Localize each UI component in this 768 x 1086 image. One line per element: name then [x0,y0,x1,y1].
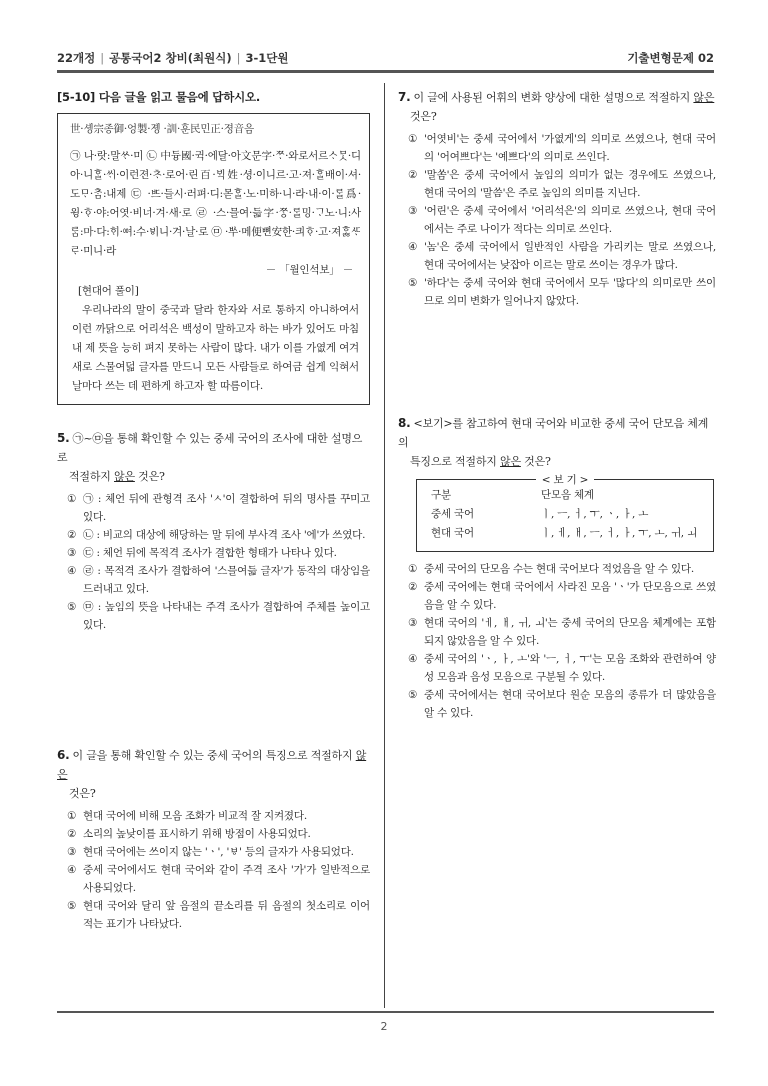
question-stem: 7. 이 글에 사용된 어휘의 변화 양상에 대한 설명으로 적절하지 않은 것은? [398,90,715,123]
question-7 [398,88,716,310]
translation-body: 우리나라의 말이 중국과 달라 한자와 서로 통하지 아니하여서 이런 까닭으로 어리석은 백성이 말하고자 하는 바가 있어도 마침내 제 뜻을 능히 펴지 못하는 사람이 많다. 내가 이를 가엾게 여겨 새로 스물여덟 글자를 만드니 모든 사람들로 하여금 쉽게 익혀서 날마다 쓰는 데 편하게 하고자 할 따름이다. [72,304,359,392]
option-5[interactable]: ⑤ 중세 국어에서는 현대 국어보다 원순 모음의 종류가 더 많았음을 알 수 있다. [408,689,716,719]
bogi-row-middle-korean: 중세 국어 ㅣ, ㅡ, ㅓ, ㅜ, ㆍ, ㅏ, ㅗ [431,508,649,520]
option-1[interactable]: ① 현대 국어에 비해 모음 조화가 비교적 잘 지켜졌다. [67,810,307,822]
header-course-info: 22개정 | 공통국어2 창비(최원식) | 3-1단원 [57,51,289,65]
question-5 [57,429,370,634]
passage-instruction: [5-10] 다음 글을 읽고 물음에 답하시오. [57,90,261,104]
option-5[interactable]: ⑤ 현대 국어와 달리 앞 음절의 끝소리를 뒤 음절의 첫소리로 이어 적는 표기가 나타났다. [67,900,370,930]
option-3[interactable]: ③ '어린'은 중세 국어에서 '어리석은'의 의미로 쓰였으나, 현대 국어에서는 주로 나이가 적다는 의미로 쓰인다. [408,205,716,235]
passage-body: ㉠ 나·랏:말ᄊᆞ·미 ㉡ 中듕國·귁·에달·아文문字·ᄍᆞ·와로서르ᄉᆞᄆᆞᆺ·디아·니ᄒᆞᆯ·ᄊᆡ·이런젼·ᄎᆞ·로어·린百·ᄇᆡᆨ姓·셩·이니르·고·져·ᄒᆞᆯ배이·셔·도ᄆᆞ·ᄎᆞᆷ:내제 ㉢ ·ᄠᅳ·들시·러펴·디:몯ᄒᆞᆯ·노·미하·니·라·내·이·ᄅᆞᆯ爲·윙·ᄒᆞ·야:어엿·비너·겨·새·로 ㉣ ·스·믈여·듧字·ᄍᆞᆼ·ᄅᆞᆯ밍·ᄀᆞ노·니:사ᄅᆞᆷ:마·다:ᄒᆡ·ᅇᅧ:수·ᄫᅵ니·겨·날·로 ㉤ ·ᄡᅮ·메便뼌安한·킈ᄒᆞ·고·져ᄒᆞᇙᄯᆞᄅᆞ·미니·라 [70,150,361,257]
question-number: 5. [57,431,70,445]
passage-source: － 「월인석보」 － [265,264,353,276]
right-column [398,88,716,722]
question-number: 8. [398,416,411,430]
question-number: 6. [57,748,70,762]
translation-title: [현대어 풀이] [78,285,139,297]
option-list [57,807,370,933]
option-3[interactable]: ③ 현대 국어의 'ㅔ, ㅐ, ㅟ, ㅚ'는 중세 국어의 단모음 체계에는 포함되지 않았음을 알 수 있다. [408,617,716,647]
header-unit: 3-1단원 [245,51,289,65]
header-curriculum: 22개정 [57,51,96,65]
passage-box [57,113,370,405]
passage-title: 世·솅宗종御·엉製·졩 ·訓·훈民민正·졍音음 [70,123,254,135]
header-divider [57,70,714,73]
question-number: 7. [398,90,411,104]
header-textbook: 공통국어2 창비(최원식) [109,51,232,65]
footer-divider [57,1011,714,1013]
option-2[interactable]: ② 중세 국어에는 현대 국어에서 사라진 모음 'ㆍ'가 단모음으로 쓰였음을 알 수 있다. [408,581,716,611]
bogi-title: < 보 기 > [417,471,713,490]
option-2[interactable]: ② ㉡ : 비교의 대상에 해당하는 말 뒤에 부사격 조사 '에'가 쓰였다. [67,529,366,541]
bogi-header-row: 구분 단모음 체계 [431,489,594,501]
option-3[interactable]: ③ ㉢ : 체언 뒤에 목적격 조사가 결합한 형태가 나타나 있다. [67,547,337,559]
question-8 [398,414,716,722]
option-2[interactable]: ② '말쏨'은 중세 국어에서 높임의 의미가 없는 경우에도 쓰였으나, 현대 국어의 '말씀'은 주로 높임의 의미를 지닌다. [408,169,716,199]
option-list [57,490,370,634]
question-stem: 5. ㉠~㉤을 통해 확인할 수 있는 중세 국어의 조사에 대한 설명으로 적절하지 않은 것은? [57,431,363,483]
header-exam-title: 기출변형문제 02 [627,51,714,65]
option-list [398,560,716,722]
option-2[interactable]: ② 소리의 높낮이를 표시하기 위해 방점이 사용되었다. [67,828,311,840]
bogi-box [416,474,714,552]
column-divider [384,83,385,1008]
bogi-row-modern-korean: 현대 국어 ㅣ, ㅔ, ㅐ, ㅡ, ㅓ, ㅏ, ㅜ, ㅗ, ㅟ, ㅚ [431,527,697,539]
option-5[interactable]: ⑤ ㉤ : 높임의 뜻을 나타내는 주격 조사가 결합하여 주체를 높이고 있다. [67,601,370,631]
question-6 [57,746,370,933]
option-1[interactable]: ① ㉠ : 체언 뒤에 관형격 조사 'ㅅ'이 결합하여 뒤의 명사를 꾸미고 있다. [67,493,370,523]
page-header [57,50,714,70]
option-1[interactable]: ① 중세 국어의 단모음 수는 현대 국어보다 적었음을 알 수 있다. [408,563,695,575]
option-4[interactable]: ④ '놈'은 중세 국어에서 일반적인 사람을 가리키는 말로 쓰였으나, 현대 국어에서는 낮잡아 이르는 말로 쓰이는 경우가 많다. [408,241,716,271]
option-4[interactable]: ④ 중세 국어의 'ㆍ, ㅏ, ㅗ'와 'ㅡ, ㅓ, ㅜ'는 모음 조화와 관련하여 양성 모음과 음성 모음으로 구분될 수 있다. [408,653,716,683]
option-list [398,130,716,310]
question-stem: 8. <보기>를 참고하여 현대 국어와 비교한 중세 국어 단모음 체계의 특징으로 적절하지 않은 것은? [398,416,709,468]
question-stem: 6. 이 글을 통해 확인할 수 있는 중세 국어의 특징으로 적절하지 않은 것은? [57,748,367,800]
option-4[interactable]: ④ ㉣ : 목적격 조사가 결합하여 '스믈여듧 글자'가 동작의 대상임을 드러내고 있다. [67,565,370,595]
option-1[interactable]: ① '어엿비'는 중세 국어에서 '가엾게'의 의미로 쓰였으나, 현대 국어의 '어여쁘다'는 '예쁘다'의 의미로 쓰인다. [408,133,716,163]
left-column [57,88,370,933]
option-5[interactable]: ⑤ '하다'는 중세 국어와 현대 국어에서 모두 '많다'의 의미로만 쓰이므로 의미 변화가 일어나지 않았다. [408,277,716,307]
page-number: 2 [380,1020,388,1033]
option-4[interactable]: ④ 중세 국어에서도 현대 국어와 같이 주격 조사 '가'가 일반적으로 사용되었다. [67,864,370,894]
option-3[interactable]: ③ 현대 국어에는 쓰이지 않는 'ㆍ', 'ㅸ' 등의 글자가 사용되었다. [67,846,354,858]
